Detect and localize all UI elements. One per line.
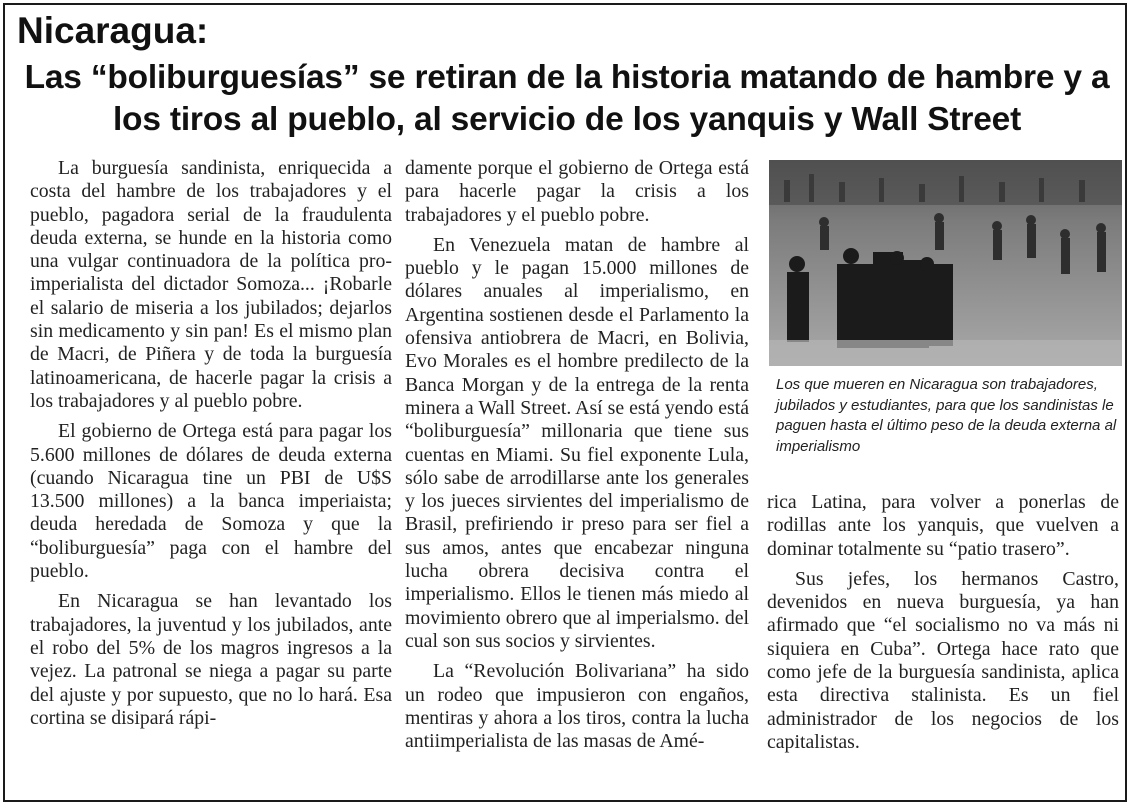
column-3 xyxy=(767,491,1119,761)
article-frame xyxy=(3,3,1127,802)
column-2 xyxy=(405,157,749,760)
column-1 xyxy=(30,157,392,737)
article-kicker: Nicaragua: xyxy=(17,10,209,51)
news-photo xyxy=(769,160,1122,366)
paragraph: En Nicaragua se han levantado los trabajadores, la juventud y los jubilados, ante el robo del 5% de los magros ingresos a la vejez. La patronal se niega a pagar su parte del ajuste y por supuesto, que no lo hará. Esa cortina se disipará rápi- xyxy=(30,590,392,729)
paragraph: Sus jefes, los hermanos Castro, devenidos en nueva burguesía, ya han afirmado que “el socialismo no va más ni siquiera en Cuba”. Ortega hace rato que como jefe de la burguesía sandinista, aplica esta directiva stalinista. Es un fiel administrador de los negocios de los capitalistas. xyxy=(767,567,1119,753)
paragraph: rica Latina, para volver a ponerlas de rodillas ante los yanquis, que vuelven a dominar totalmente su “patio trasero”. xyxy=(767,491,1119,560)
photo-caption: Los que mueren en Nicaragua son trabajadores, jubilados y estudiantes, para que los sandinistas le paguen hasta el último peso de la deuda externa al imperialismo xyxy=(776,376,1117,455)
paragraph: La burguesía sandinista, enriquecida a costa del hambre de los trabajadores y el pueblo, pagadora serial de la fraudulenta deuda externa, se hunde en la historia como una vulgar continuadora de la política pro-imperialista del dictador Somoza... ¡Robarle el salario de miseria a los jubilados; dejarlos sin medicamento y sin pan! Es el mismo plan de Macri, de Piñera y de toda la burguesía latinoamericana, de hacerle pagar la crisis a los trabajadores y al pueblo pobre. xyxy=(30,157,392,412)
paragraph: damente porque el gobierno de Ortega está para hacerle pagar la crisis a los trabajadores y el pueblo pobre. xyxy=(405,157,749,226)
paragraph: En Venezuela matan de hambre al pueblo y le pagan 15.000 millones de dólares anuales al imperialismo, en Argentina sostienen desde el Parlamento la ofensiva antiobrera de Macri, en Bolivia, Evo Morales es el hombre predilecto de la Banca Morgan y de la entrega de la renta minera a Wall Street. Así se está yendo está “boliburguesía” millonaria que tiene sus cuentas en Miami. Su fiel exponente Lula, sólo sabe de arrodillarse ante los generales y los jueces sirvientes del imperialismo de Brasil, prefiriendo ir preso para ser fiel a sus amos, antes que encabezar ninguna lucha obrera decisiva contra el imperialismo. Ellos le tienen más miedo al movimiento obrero que al imperialsmo. del cual son sus socios y sirvientes. xyxy=(405,233,749,652)
paragraph: La “Revolución Bolivariana” ha sido un rodeo que impusieron con engaños, mentiras y ahora a los tiros, contra la lucha antiimperialista de las masas de Amé- xyxy=(405,660,749,753)
paragraph: El gobierno de Ortega está para pagar los 5.600 millones de dólares de deuda externa (cuando Nicaragua tine un PBI de U$S 13.500 millones) a la banca imperiaista; deuda heredada de Somoza y que la “boliburguesía” paga con el hambre del pueblo. xyxy=(30,420,392,583)
riot-police-photo xyxy=(769,160,1122,366)
article-headline: Las “boliburguesías” se retiran de la historia matando de hambre y a los tiros al pueblo, al servicio de los yanquis y Wall Street xyxy=(24,59,1110,138)
